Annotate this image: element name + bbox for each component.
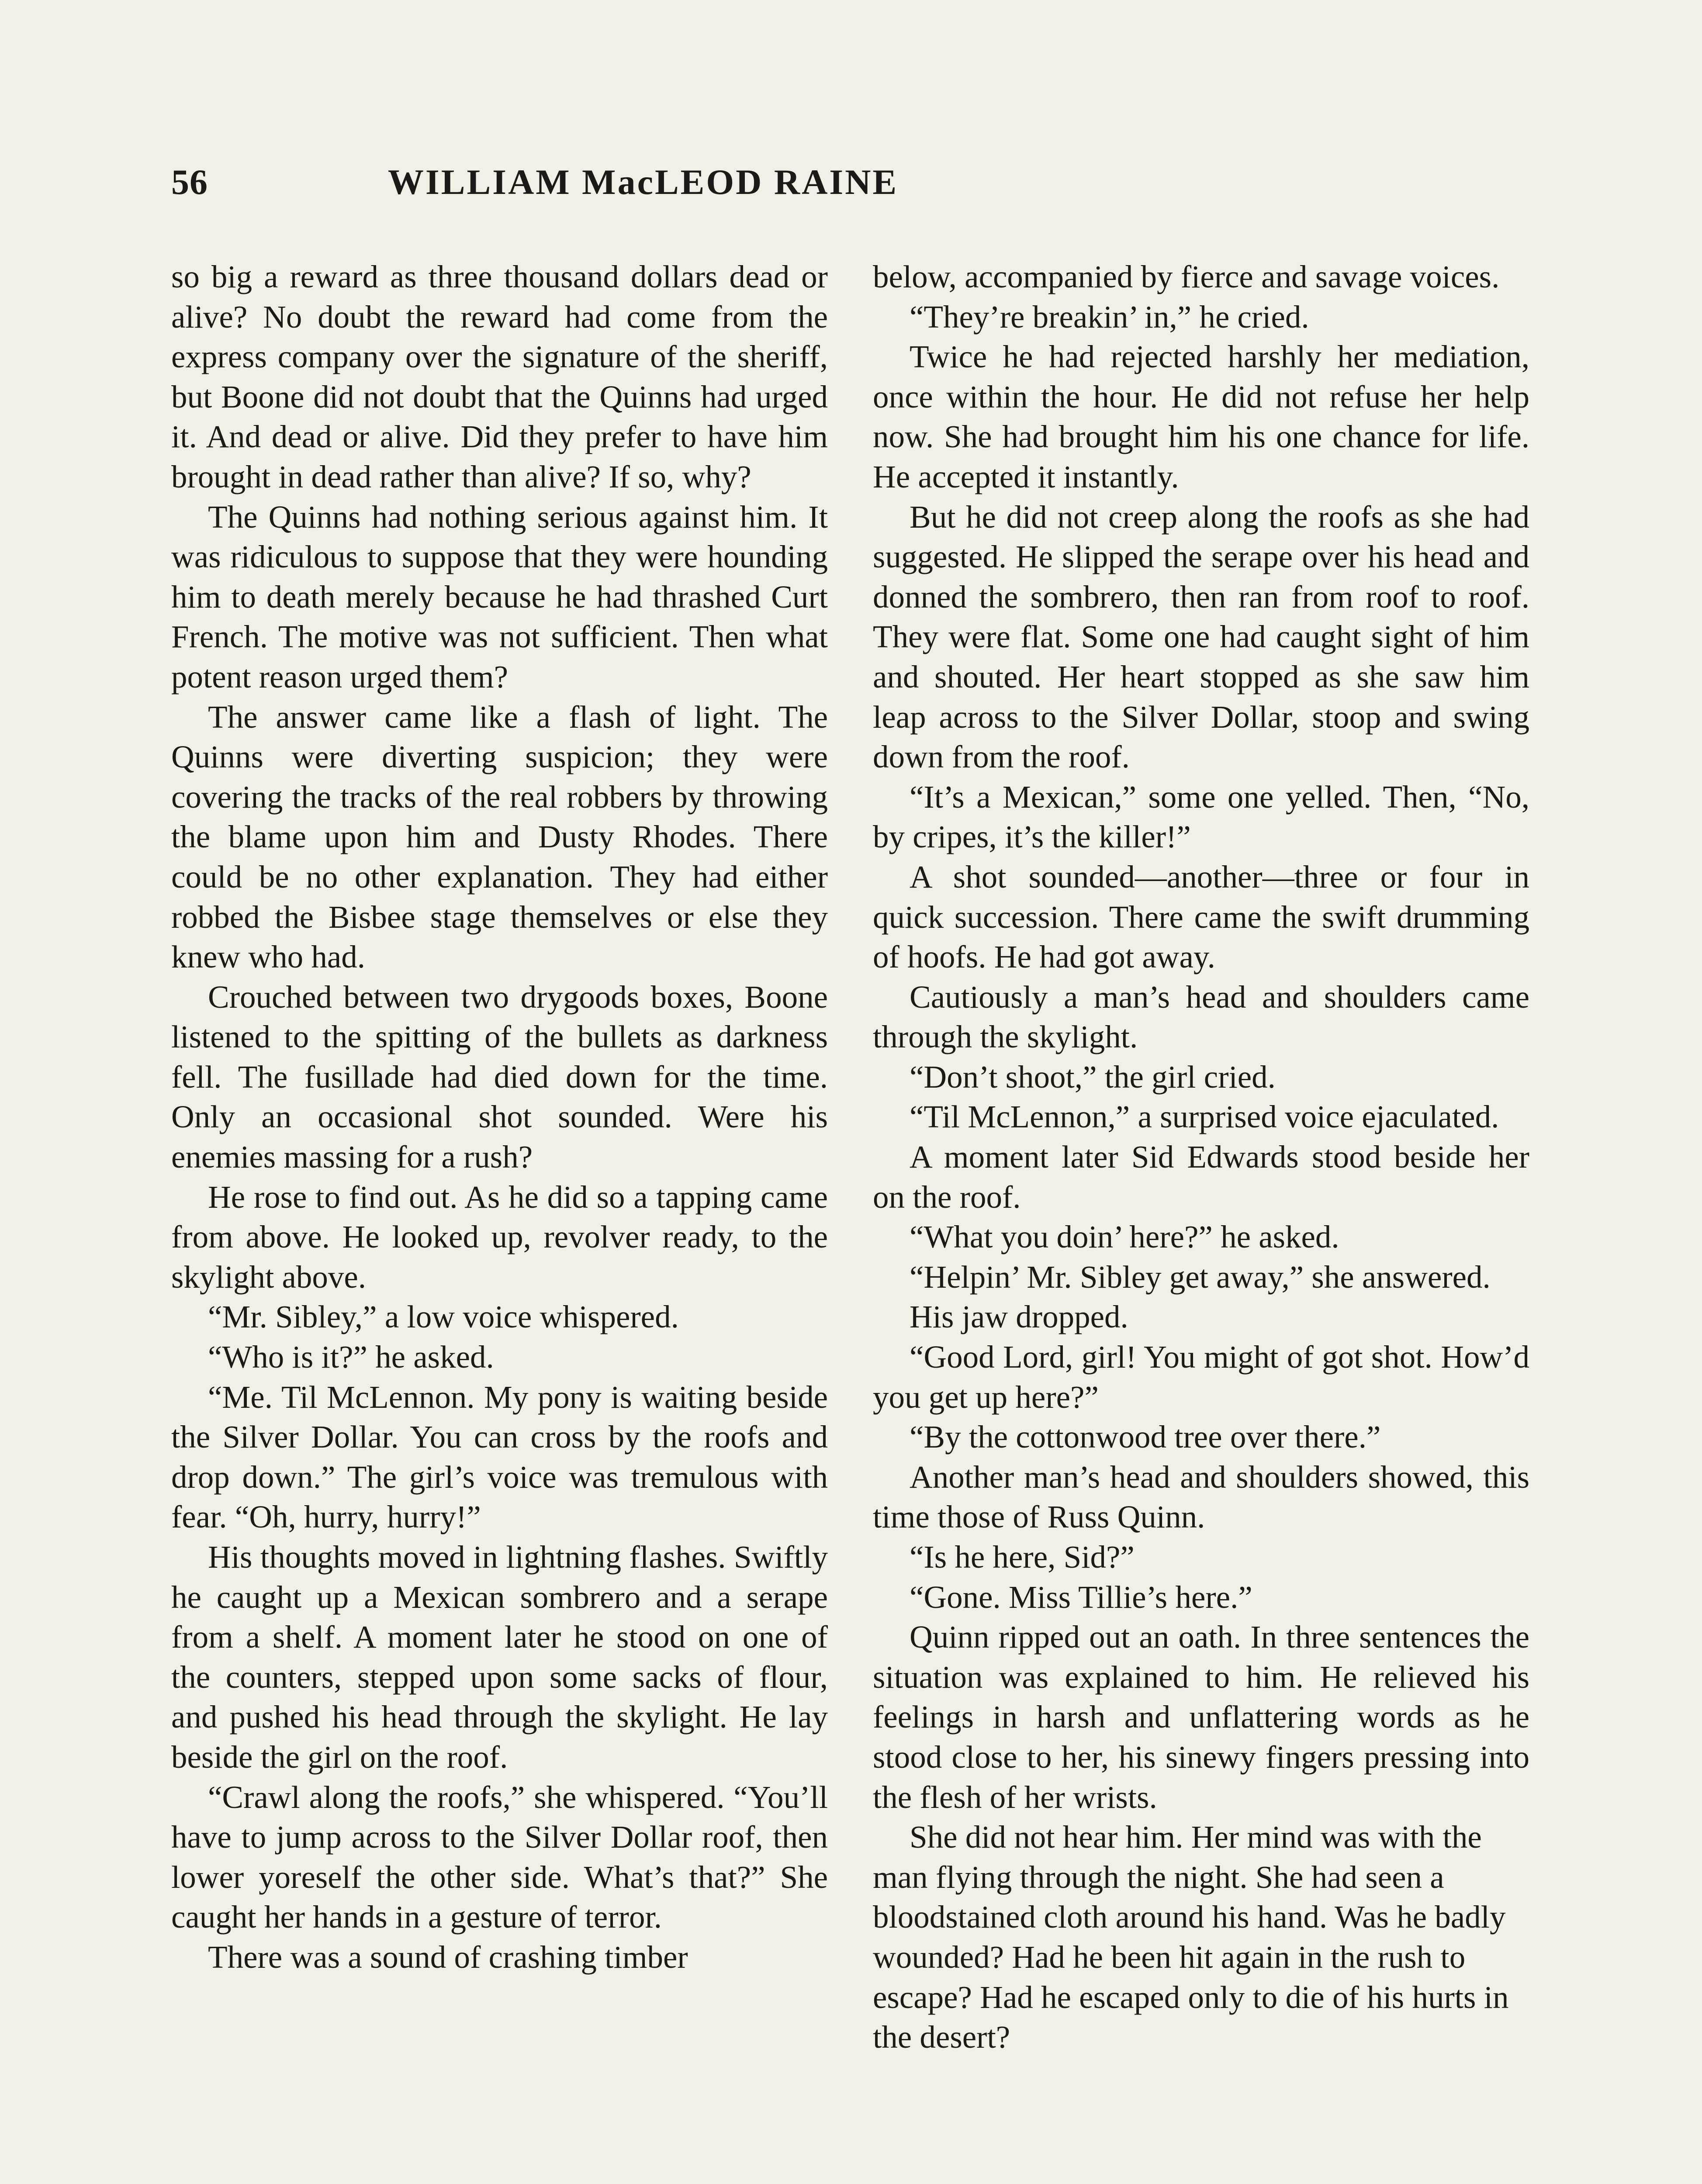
paragraph: The answer came like a flash of light. The Quinns were diverting suspicion; they were covering the tracks of the real robbers by throwing the blame upon him and Dusty Rhodes. There could be no other explanation. They had either robbed the Bisbee stage themselves or else they knew who had. (171, 699, 828, 975)
paragraph: A moment later Sid Edwards stood beside her on the roof. (873, 1139, 1529, 1215)
paragraph: “They’re breakin’ in,” he cried. (910, 299, 1309, 335)
paragraph: “Is he here, Sid?” (910, 1539, 1135, 1575)
paragraph: “Helpin’ Mr. Sibley get away,” she answered. (910, 1259, 1491, 1295)
paragraph: Twice he had rejected harshly her mediation, once within the hour. He did not refuse her help now. She had brought him his one chance for life. He accepted it instantly. (873, 339, 1529, 494)
paragraph: “Good Lord, girl! You might of got shot. How’d you get up here?” (873, 1339, 1529, 1415)
paragraph: Another man’s head and shoulders showed, this time those of Russ Quinn. (873, 1459, 1529, 1535)
paragraph: “What you doin’ here?” he asked. (910, 1219, 1339, 1255)
paragraph: “Crawl along the roofs,” she whispered. “You’ll have to jump across to the Silver Dollar roof, then lower yoreself the other side. What’s that?” She caught her hands in a gesture of terror. (171, 1779, 828, 1935)
paragraph: He rose to find out. As he did so a tapping came from above. He looked up, revolver ready, to the skylight above. (171, 1179, 828, 1295)
paragraph: His jaw dropped. (910, 1299, 1128, 1335)
paragraph: “Gone. Miss Tillie’s here.” (910, 1579, 1252, 1615)
page-number: 56 (171, 162, 208, 202)
paragraph: A shot sounded—another—three or four in quick succession. There came the swift drumming of hoofs. He had got away. (873, 859, 1529, 975)
paragraph: There was a sound of crashing timber (208, 1939, 688, 1975)
paragraph: “Til McLennon,” a surprised voice ejaculated. (910, 1099, 1499, 1135)
paragraph: so big a reward as three thousand dollars dead or alive? No doubt the reward had come from the express company over the signature of the sheriff, but Boone did not doubt that the Quinns had urged it. And dead or alive. Did they prefer to have him brought in dead rather than alive? If so, why? (171, 259, 828, 494)
right-column (873, 257, 1529, 2057)
running-head: WILLIAM MacLEOD RAINE (387, 162, 899, 202)
paragraph: “Mr. Sibley,” a low voice whispered. (208, 1299, 679, 1335)
paragraph: The Quinns had nothing serious against him. It was ridiculous to suppose that they were hounding him to death merely because he had thrashed Curt French. The motive was not sufficient. Then what potent reason urged them? (171, 499, 828, 695)
paragraph: “By the cottonwood tree over there.” (910, 1419, 1381, 1455)
paragraph: “Who is it?” he asked. (208, 1339, 494, 1375)
paragraph: She did not hear him. Her mind was with the man flying through the night. She had seen a bloodstained cloth around his hand. Was he badly wounded? Had he been hit again in the rush to escape? Had he escaped only to die of his hurts in the desert? (873, 1819, 1509, 2055)
paragraph: below, accompanied by fierce and savage voices. (873, 259, 1500, 294)
paragraph: Cautiously a man’s head and shoulders came through the skylight. (873, 979, 1529, 1055)
paragraph: His thoughts moved in lightning flashes. Swiftly he caught up a Mexican sombrero and a serape from a shelf. A moment later he stood on one of the counters, stepped upon some sacks of flour, and pushed his head through the skylight. He lay beside the girl on the roof. (171, 1539, 828, 1775)
page-header (171, 162, 1115, 223)
paragraph: But he did not creep along the roofs as she had suggested. He slipped the serape over his head and donned the sombrero, then ran from roof to roof. They were flat. Some one had caught sight of him and shouted. Her heart stopped as she saw him leap across to the Silver Dollar, stoop and swing down from the roof. (873, 499, 1529, 775)
paragraph: Quinn ripped out an oath. In three sentences the situation was explained to him. He relieved his feelings in harsh and unflattering words as he stood close to her, his sinewy fingers pressing into the flesh of her wrists. (873, 1619, 1529, 1815)
paragraph: “Me. Til McLennon. My pony is waiting beside the Silver Dollar. You can cross by the roofs and drop down.” The girl’s voice was tremulous with fear. “Oh, hurry, hurry!” (171, 1379, 828, 1535)
paragraph: “Don’t shoot,” the girl cried. (910, 1059, 1276, 1095)
paragraph: Crouched between two drygoods boxes, Boone listened to the spitting of the bullets as darkness fell. The fusillade had died down for the time. Only an occasional shot sounded. Were his enemies massing for a rush? (171, 979, 828, 1175)
paragraph: “It’s a Mexican,” some one yelled. Then, “No, by cripes, it’s the killer!” (873, 779, 1529, 855)
left-column (171, 257, 828, 1977)
